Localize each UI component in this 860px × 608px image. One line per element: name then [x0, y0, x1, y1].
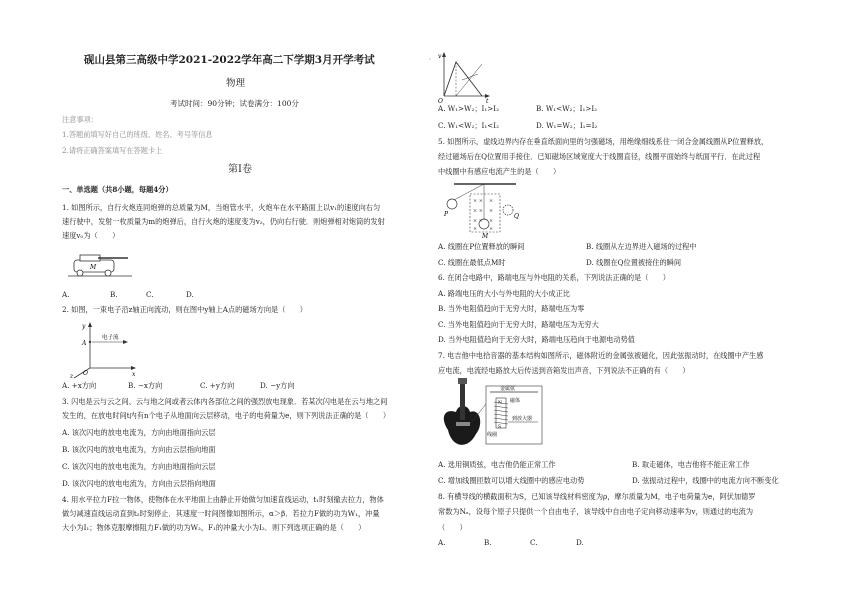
svg-text:×: ×	[473, 226, 478, 232]
q5-option-c: C. 线圈在最低点M时	[438, 258, 506, 267]
q3-option-b: B. 该次闪电的放电电流为，方向由云层指向地面	[62, 445, 216, 454]
q7-label-s: S	[498, 425, 502, 430]
q2-label-y: y	[82, 323, 86, 330]
q4-option-a: A. W₁>W₂；I₁>I₂	[438, 104, 499, 113]
svg-text:× ×: × ×	[473, 198, 483, 204]
svg-text:×: ×	[489, 198, 494, 204]
q2-axes-figure	[68, 320, 138, 378]
q2-label-x: x	[132, 371, 136, 378]
q5-line3: 中线圈中有感应电流产生的是（ ）	[438, 167, 561, 176]
q6-option-b: B. 当外电阻值趋向于无穷大时，路端电压为零	[438, 304, 585, 313]
q2-label-electron: 电子流	[102, 335, 119, 341]
q5-label-p: P	[444, 211, 449, 218]
q7-option-d: D. 弦振动过程中，线圈中的电流方向不断变化	[632, 476, 779, 485]
q8-option-d: D.	[576, 538, 584, 547]
svg-text:×: ×	[489, 218, 494, 224]
q7-guitar-figure	[438, 378, 548, 454]
q2-label-a: A	[82, 340, 87, 347]
q1-option-c: C.	[146, 290, 154, 299]
q6-option-d: D. 当外电阻值趋向于无穷大时，路端电压趋向于电源电动势值	[438, 335, 635, 344]
q5-coil-figure	[444, 180, 524, 240]
note-item-2: 2.请将正确答案填写在答题卡上	[62, 146, 163, 155]
q3-option-d: D. 该次闪电的放电电流为，方向由云层指向地面	[62, 479, 216, 488]
q5-option-a: A. 线圈在P位置释放的瞬间	[438, 242, 525, 251]
q5-option-d: D. 线圈在Q位置被接住的瞬间	[586, 258, 682, 267]
q7-option-b: B. 取走磁体，电吉他将不能正常工作	[632, 460, 750, 469]
q4-label-o: O	[438, 98, 443, 105]
q1-line2: 速行驶中，发射一枚质量为m的炮弹后，自行火炮的速度变为v₂，仍向右行驶．则炮弹相对炮筒的发射	[62, 217, 385, 226]
q2-option-d: D. −y方向	[260, 381, 295, 390]
q3-option-c: C. 该次闪电的放电电流为，方向由地面指向云层	[62, 462, 216, 471]
q1-figure-label-m: M	[90, 264, 97, 271]
q7-label-string: 金属弦	[500, 386, 516, 392]
q8-line2: 常数为Nₐ，设每个原子只提供一个自由电子，该导线中自由电子定向移动速率为v，则通过的电流为	[438, 507, 754, 516]
q1-cannon-figure	[68, 252, 134, 280]
q7-label-coil: 线圈	[487, 432, 498, 438]
q7-line2: 应电流，电流经电路放大后传送到音箱发出声音，下列说法不正确的有（ ）	[438, 366, 690, 375]
q6-option-a: A. 路端电压的大小与外电阻的大小成正比	[438, 289, 570, 298]
q4-line2: 做匀减速直线运动直到t₂时刻停止．其速度一时间图像如图所示，α＞β．若拉力F做的功为W₁，冲量	[62, 509, 380, 518]
exam-info: 考试时间：90分钟；试卷满分：100分	[170, 99, 299, 108]
q4-option-c: C. W₁<W₂；I₁<I₂	[438, 121, 500, 130]
volume-title: 第Ⅰ卷	[228, 164, 252, 175]
q8-option-a: A.	[438, 538, 446, 547]
q7-label-n: N	[498, 401, 502, 406]
q7-label-amp: 到放大器	[512, 416, 533, 422]
svg-text:× ×: × ×	[473, 208, 483, 214]
q4-option-d: D. W₁=W₂；I₁=I₂	[536, 121, 598, 130]
q6-line1: 6. 在闭合电路中，路端电压与外电阻的关系，下列说法正确的是（ ）	[438, 273, 670, 282]
svg-text:×: ×	[489, 208, 494, 214]
section1-title: 一、单选题（共8小题，每题4分）	[62, 185, 173, 194]
q3-line2: 发生的，在放电时间t内有n个电子从地面向云层移动，电子的电荷量为e，则下列说法正确的是（ ）	[62, 411, 391, 420]
q1-option-b: B.	[110, 290, 118, 299]
q4-label-t: t	[486, 98, 489, 105]
q4-vt-graph	[438, 50, 490, 105]
q2-label-z: z	[70, 373, 74, 380]
q1-line1: 1. 如图所示，自行火炮连同炮弹的总质量为M，当炮管水平，火炮车在水平路面上以v₁的速度向右匀	[62, 203, 381, 212]
q8-option-b: B.	[484, 538, 492, 547]
q2-label-o: O	[83, 370, 88, 377]
subject-title: 物理	[226, 78, 246, 89]
q8-option-c: C.	[530, 538, 538, 547]
paper-title: 砚山县第三高级中学2021-2022学年高二下学期3月开学考试	[84, 54, 375, 66]
note-item-1: 1.答题前填写好自己的班级、姓名、考号等信息	[62, 130, 213, 139]
q4-line3: 大小为I₁；物体克服摩擦阻力F₁做的功为W₂，F₁的冲量大小为I₂．则下列选项正确的是（ ）	[62, 523, 366, 532]
q4-option-b: B. W₁<W₂；I₁>I₂	[536, 104, 598, 113]
q6-option-c: C. 当外电阻值趋向于无穷大时，路端电压为无穷大	[438, 320, 599, 329]
q5-line1: 5. 如图所示，虚线边界内存在垂直纸面向里的匀强磁场，用绝缘细线系住一闭合金属线圈从P位置释放，	[438, 137, 769, 146]
q1-option-d: D.	[186, 290, 194, 299]
q8-line3: （ ）	[438, 523, 467, 532]
q7-label-magnet: 磁体	[510, 398, 521, 404]
q3-option-a: A. 该次闪电的放电电流为，方向由地面指向云层	[62, 428, 216, 437]
svg-text:×: ×	[489, 226, 494, 232]
q8-line1: 8. 有横导线的横截面积为S，已知该导线材料密度为ρ，摩尔质量为M，电子电荷量为e，阿伏加德罗	[438, 492, 756, 501]
q3-line1: 3. 闪电是云与云之间、云与地之间或者云体内各部位之间的强烈放电现象．若某次闪电是在云与地之间	[62, 397, 388, 406]
q2-line1: 2. 如图，一束电子沿z轴正向流动，则在图中y轴上A点的磁场方向是（ ）	[62, 305, 307, 314]
q1-line3: 速度v₀为（ ）	[62, 231, 120, 240]
q5-line2: 经过磁场后在Q位置用手接住．已知磁场区域宽度大于线圈直径，线圈平面始终与纸面平行．在此过程	[438, 152, 761, 161]
notes-heading: 注意事项：	[62, 115, 98, 124]
q5-label-q: Q	[514, 213, 519, 220]
q4-label-v: v	[438, 53, 442, 60]
q1-option-a: A.	[62, 290, 70, 299]
q4-line1: 4. 用水平拉力F拉一物体，使物体在水平地面上由静止开始做匀加速直线运动，t₁时刻撤去拉力，物体	[62, 495, 384, 504]
q7-option-a: A. 选用铜质弦，电吉他仍能正常工作	[438, 460, 556, 469]
q5-option-b: B. 线圈从左边界进入磁场的过程中	[586, 242, 697, 251]
q2-option-a: A. +x方向	[62, 381, 97, 390]
page-top-mark: ,	[429, 53, 432, 61]
svg-text:× ×: × ×	[473, 218, 483, 224]
q7-line1: 7. 电吉他中电拾音器的基本结构如图所示，磁体附近的金属弦被磁化，因此弦振动时，在线圈中产生感	[438, 351, 764, 360]
q2-option-c: C. +y方向	[200, 381, 235, 390]
q2-option-b: B. −x方向	[128, 381, 163, 390]
q5-label-m: M	[482, 233, 489, 240]
q7-option-c: C. 增加线圈匝数可以增大线圈中的感应电动势	[438, 476, 585, 485]
